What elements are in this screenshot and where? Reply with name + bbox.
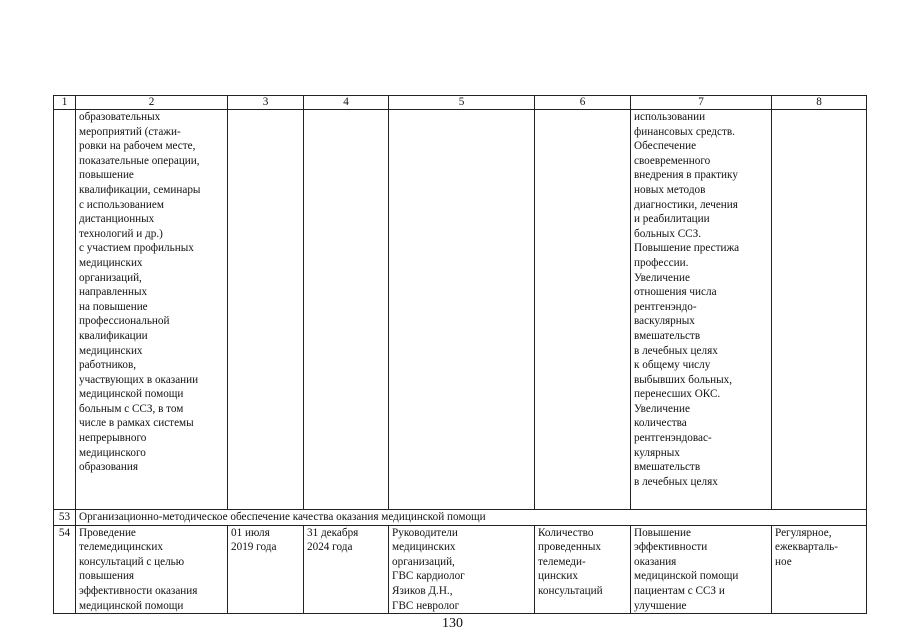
end-date-cell bbox=[304, 525, 389, 614]
cell-text-line: финансовых средств. bbox=[634, 125, 735, 138]
cell-text-line: Увеличение bbox=[634, 402, 690, 415]
cell-text-line: направленных bbox=[79, 286, 148, 299]
cell-text-line: рентгенэндовас- bbox=[634, 432, 712, 445]
cell-text-line: Увеличение bbox=[634, 271, 690, 284]
cell-text-line: дистанционных bbox=[79, 213, 155, 226]
table-row bbox=[54, 525, 867, 614]
cell-text-line: ГВС кардиолог bbox=[392, 570, 465, 583]
cell-text-line: больным с ССЗ, в том bbox=[79, 402, 184, 415]
cell-text-line: Проведение bbox=[79, 526, 136, 539]
cell-text-line: с участием профильных bbox=[79, 242, 194, 255]
cell-text-line: ровки на рабочем месте, bbox=[79, 140, 196, 153]
cell-text-line: с использованием bbox=[79, 198, 164, 211]
header-cell: 7 bbox=[631, 96, 772, 110]
section-title: Организационно-методическое обеспечение качества оказания медицинской помощи bbox=[76, 510, 867, 526]
cell-text-line: Руководители bbox=[392, 526, 458, 539]
cell-text-line: эффективности bbox=[634, 541, 708, 554]
header-cell: 1 bbox=[54, 96, 76, 110]
cell-text-line: технологий и др.) bbox=[79, 227, 163, 240]
result-cell bbox=[631, 110, 772, 510]
cell-text-line: васкулярных bbox=[634, 315, 695, 328]
cell-text-line: медицинских bbox=[79, 256, 143, 269]
cell-text-line: 01 июля bbox=[231, 526, 270, 539]
cell-text-line: ГВС невролог bbox=[392, 599, 460, 612]
cell-text-line: новых методов bbox=[634, 183, 706, 196]
start-date-cell bbox=[228, 525, 304, 614]
start-date-cell bbox=[228, 110, 304, 510]
end-date-cell bbox=[304, 110, 389, 510]
cell-text-line: в лечебных целях bbox=[634, 344, 718, 357]
cell-text-line: телемеди- bbox=[538, 555, 586, 568]
plan-table bbox=[53, 95, 867, 614]
indicator-cell bbox=[535, 110, 631, 510]
cell-text-line: ежекварталь- bbox=[775, 541, 838, 554]
cell-text-line: 31 декабря bbox=[307, 526, 359, 539]
cell-text-line: 2024 года bbox=[307, 541, 353, 554]
cell-text-line: своевременного bbox=[634, 154, 711, 167]
cell-text-line: рентгенэндо- bbox=[634, 300, 697, 313]
header-cell: 5 bbox=[389, 96, 535, 110]
cell-text-line: Язиков Д.Н., bbox=[392, 584, 453, 597]
activity-cell bbox=[76, 110, 228, 510]
reporting-cell bbox=[772, 110, 867, 510]
responsible-cell bbox=[389, 525, 535, 614]
reporting-cell bbox=[772, 525, 867, 614]
header-cell: 6 bbox=[535, 96, 631, 110]
cell-text-line: улучшение bbox=[634, 599, 687, 612]
page-number: 130 bbox=[442, 616, 463, 631]
header-cell: 3 bbox=[228, 96, 304, 110]
cell-text-line: образования bbox=[79, 461, 139, 474]
cell-text-line: медицинской помощи bbox=[634, 570, 739, 583]
header-cell: 2 bbox=[76, 96, 228, 110]
cell-text-line: профессиональной bbox=[79, 315, 170, 328]
cell-text-line: медицинской помощи bbox=[79, 599, 184, 612]
header-cell: 4 bbox=[304, 96, 389, 110]
row-number-cell: 53 bbox=[54, 510, 76, 526]
cell-text-line: работников, bbox=[79, 359, 137, 372]
column-number-header-row bbox=[54, 96, 867, 110]
cell-text-line: образовательных bbox=[79, 111, 161, 123]
cell-text-line: телемедицинских bbox=[79, 541, 163, 554]
cell-text-line: выбывших больных, bbox=[634, 373, 732, 386]
cell-text-line: 2019 года bbox=[231, 541, 277, 554]
cell-text-line: медицинских bbox=[392, 541, 456, 554]
header-cell: 8 bbox=[772, 96, 867, 110]
cell-text-line: показательные операции, bbox=[79, 154, 200, 167]
cell-text-line: к общему числу bbox=[634, 359, 711, 372]
cell-text-line: мероприятий (стажи- bbox=[79, 125, 181, 138]
cell-text-line: и реабилитации bbox=[634, 213, 710, 226]
cell-text-line: непрерывного bbox=[79, 432, 147, 445]
cell-text-line: пациентам с ССЗ и bbox=[634, 584, 725, 597]
cell-text-line: медицинской помощи bbox=[79, 388, 184, 401]
cell-text-line: консультаций bbox=[538, 584, 603, 597]
cell-text-line: Повышение bbox=[634, 526, 691, 539]
cell-text-line: повышения bbox=[79, 570, 135, 583]
cell-text-line: больных ССЗ. bbox=[634, 227, 702, 240]
cell-text-line: Количество bbox=[538, 526, 594, 539]
cell-text-line: профессии. bbox=[634, 256, 689, 269]
cell-text-line: квалификации, семинары bbox=[79, 183, 201, 196]
row-number-cell: 54 bbox=[54, 525, 76, 614]
cell-text-line: диагностики, лечения bbox=[634, 198, 738, 211]
cell-text-line: эффективности оказания bbox=[79, 584, 198, 597]
result-cell bbox=[631, 525, 772, 614]
indicator-cell bbox=[535, 525, 631, 614]
cell-text-line: повышение bbox=[79, 169, 134, 182]
cell-text-line: цинских bbox=[538, 570, 578, 583]
cell-text-line: оказания bbox=[634, 555, 677, 568]
cell-text-line: вмешательств bbox=[634, 461, 701, 474]
row-number-cell bbox=[54, 110, 76, 510]
cell-text-line: Обеспечение bbox=[634, 140, 697, 153]
cell-text-line: использовании bbox=[634, 111, 706, 123]
cell-text-line: внедрения в практику bbox=[634, 169, 738, 182]
cell-text-line: организаций, bbox=[392, 555, 455, 568]
cell-text-line: отношения числа bbox=[634, 286, 717, 299]
cell-text-line: ное bbox=[775, 555, 792, 568]
cell-text-line: консультаций с целью bbox=[79, 555, 185, 568]
cell-text-line: кулярных bbox=[634, 446, 680, 459]
cell-text-line: организаций, bbox=[79, 271, 142, 284]
activity-cell bbox=[76, 525, 228, 614]
cell-text-line: Повышение престижа bbox=[634, 242, 740, 255]
cell-text-line: на повышение bbox=[79, 300, 148, 313]
cell-text-line: количества bbox=[634, 417, 687, 430]
responsible-cell bbox=[389, 110, 535, 510]
cell-text-line: перенесших ОКС. bbox=[634, 388, 721, 401]
cell-text-line: участвующих в оказании bbox=[79, 373, 199, 386]
continued-row bbox=[54, 110, 867, 510]
cell-text-line: проведенных bbox=[538, 541, 601, 554]
section-row bbox=[54, 510, 867, 526]
cell-text-line: квалификации bbox=[79, 329, 148, 342]
cell-text-line: медицинских bbox=[79, 344, 143, 357]
cell-text-line: в лечебных целях bbox=[634, 475, 718, 488]
cell-text-line: вмешательств bbox=[634, 329, 701, 342]
cell-text-line: Регулярное, bbox=[775, 526, 832, 539]
cell-text-line: медицинского bbox=[79, 446, 146, 459]
cell-text-line: числе в рамках системы bbox=[79, 417, 194, 430]
